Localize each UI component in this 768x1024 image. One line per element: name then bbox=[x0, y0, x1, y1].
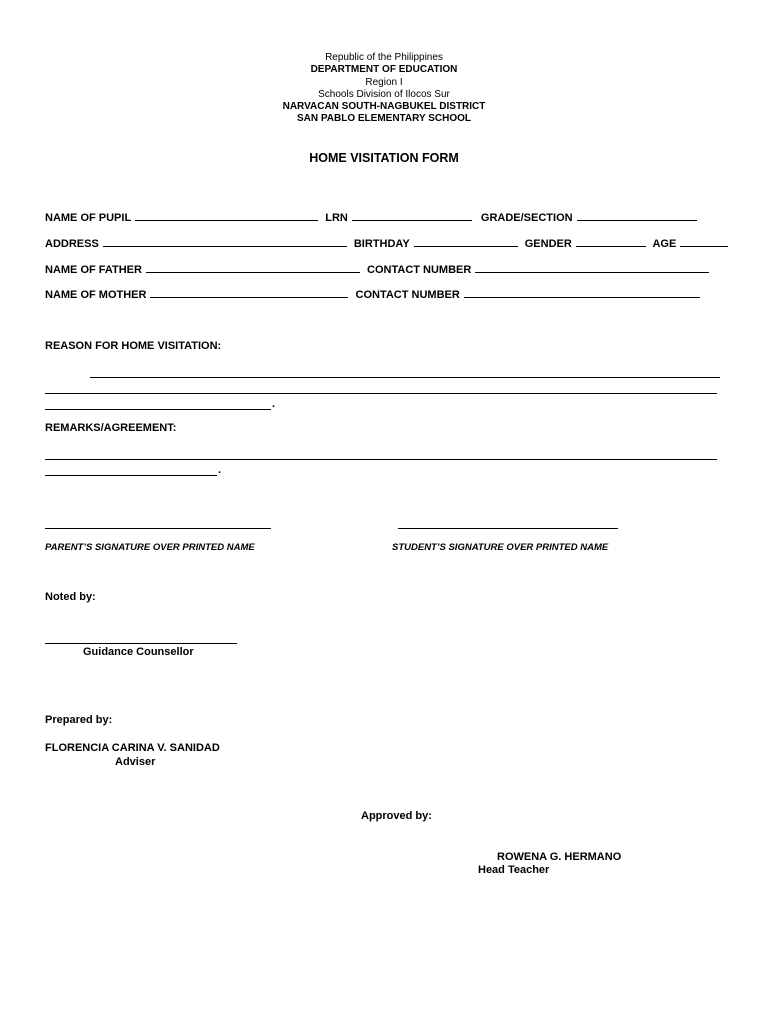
label-lrn: LRN bbox=[325, 212, 348, 224]
header-republic: Republic of the Philippines bbox=[325, 52, 443, 63]
label-mother-contact: CONTACT NUMBER bbox=[355, 289, 460, 301]
form-title: HOME VISITATION FORM bbox=[309, 151, 459, 165]
reason-line-1[interactable] bbox=[90, 377, 720, 378]
input-name-of-mother[interactable] bbox=[150, 287, 348, 298]
input-lrn[interactable] bbox=[352, 210, 472, 221]
adviser-name: FLORENCIA CARINA V. SANIDAD bbox=[45, 742, 220, 754]
student-signature-line[interactable] bbox=[398, 528, 618, 529]
reason-line-3[interactable] bbox=[45, 409, 271, 410]
guidance-counsellor-title: Guidance Counsellor bbox=[83, 646, 194, 658]
noted-by-label: Noted by: bbox=[45, 591, 96, 603]
label-birthday: BIRTHDAY bbox=[353, 238, 410, 250]
remarks-period: . bbox=[218, 464, 222, 476]
input-mother-contact[interactable] bbox=[464, 287, 700, 298]
input-grade-section[interactable] bbox=[577, 210, 697, 221]
reason-label: REASON FOR HOME VISITATION: bbox=[45, 340, 222, 352]
remarks-line-1[interactable] bbox=[45, 459, 717, 460]
header-division: Schools Division of Ilocos Sur bbox=[318, 88, 450, 100]
label-name-of-pupil: NAME OF PUPIL bbox=[45, 212, 132, 224]
adviser-title: Adviser bbox=[115, 756, 156, 768]
input-age[interactable] bbox=[680, 236, 728, 247]
student-signature-label: STUDENT’S SIGNATURE OVER PRINTED NAME bbox=[392, 542, 609, 553]
parent-signature-line[interactable] bbox=[45, 528, 271, 529]
label-name-of-mother: NAME OF MOTHER bbox=[45, 289, 147, 301]
row-address bbox=[45, 236, 732, 250]
school-header bbox=[0, 52, 768, 126]
label-age: AGE bbox=[652, 238, 677, 250]
header-department: DEPARTMENT OF EDUCATION bbox=[310, 64, 458, 76]
label-grade-section: GRADE/SECTION bbox=[480, 212, 573, 224]
input-birthday[interactable] bbox=[414, 236, 518, 247]
input-father-contact[interactable] bbox=[475, 262, 709, 273]
reason-line-2[interactable] bbox=[45, 393, 717, 394]
approved-by-label: Approved by: bbox=[361, 810, 432, 822]
label-name-of-father: NAME OF FATHER bbox=[45, 264, 142, 276]
guidance-signature-line[interactable] bbox=[45, 643, 237, 644]
row-mother bbox=[45, 287, 704, 301]
input-address[interactable] bbox=[103, 236, 347, 247]
header-school: SAN PABLO ELEMENTARY SCHOOL bbox=[296, 113, 472, 125]
input-name-of-pupil[interactable] bbox=[135, 210, 318, 221]
label-address: ADDRESS bbox=[45, 238, 99, 250]
input-gender[interactable] bbox=[576, 236, 646, 247]
head-teacher-name: ROWENA G. HERMANO bbox=[497, 851, 622, 863]
row-pupil bbox=[45, 210, 701, 224]
remarks-label: REMARKS/AGREEMENT: bbox=[45, 422, 177, 434]
prepared-by-label: Prepared by: bbox=[45, 714, 113, 726]
label-gender: GENDER bbox=[524, 238, 572, 250]
header-district: NARVACAN SOUTH-NAGBUKEL DISTRICT bbox=[282, 101, 486, 113]
input-name-of-father[interactable] bbox=[146, 262, 360, 273]
header-region: Region I bbox=[365, 76, 403, 88]
row-father bbox=[45, 262, 713, 276]
remarks-line-2[interactable] bbox=[45, 475, 217, 476]
reason-period: . bbox=[272, 398, 276, 410]
parent-signature-label: PARENT’S SIGNATURE OVER PRINTED NAME bbox=[45, 542, 255, 553]
head-teacher-title: Head Teacher bbox=[478, 864, 550, 876]
label-father-contact: CONTACT NUMBER bbox=[367, 264, 472, 276]
